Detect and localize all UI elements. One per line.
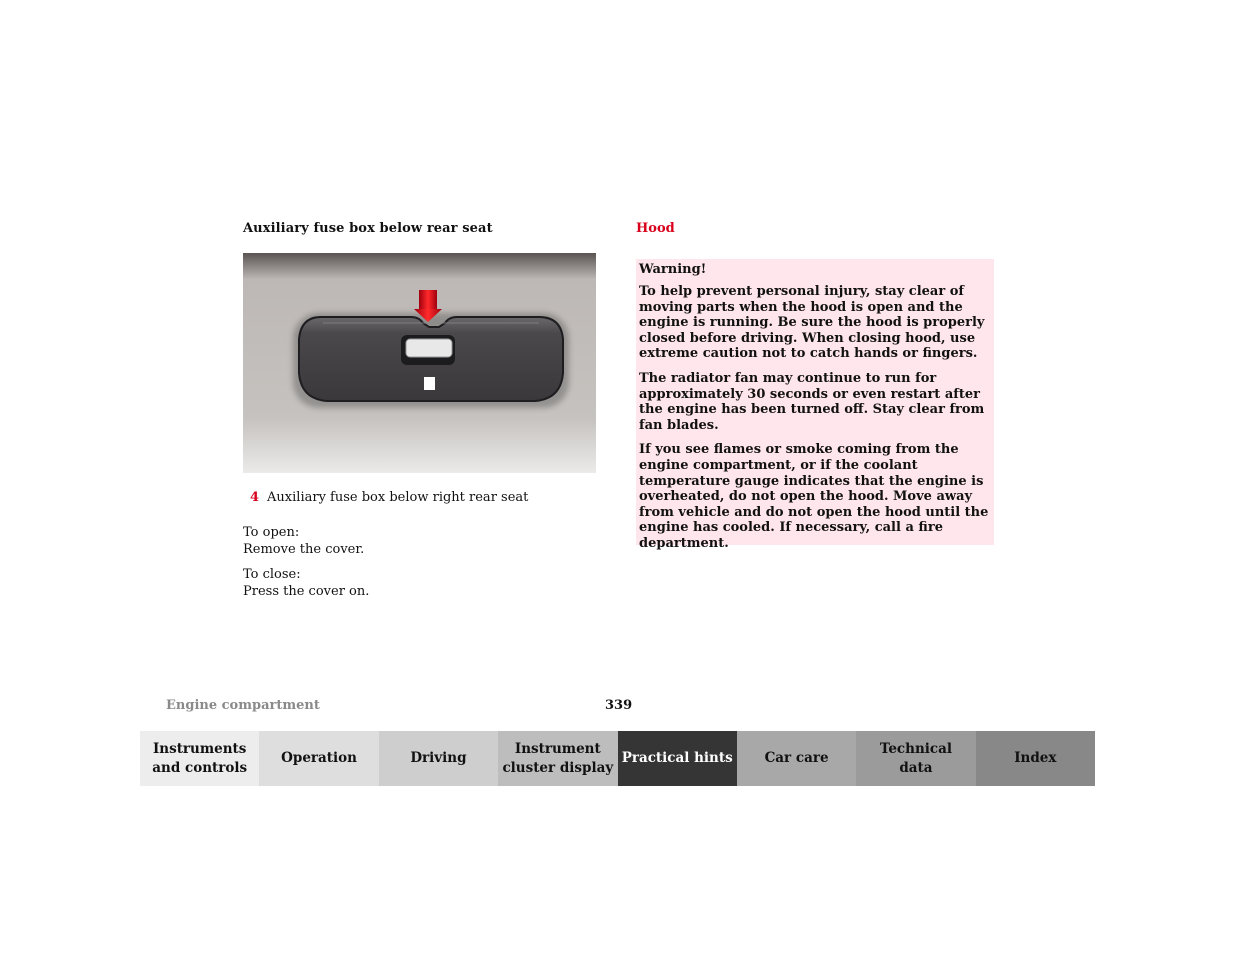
figure-caption <box>250 490 528 505</box>
open-label: To open: <box>243 525 300 540</box>
tab-practical-hints[interactable]: Practical hints <box>618 731 737 786</box>
open-instructions <box>243 524 364 558</box>
close-instructions <box>243 566 369 600</box>
warning-paragraph: If you see flames or smoke coming from the engine compartment, or if the coolant temperature gauge indicates that the engine is overheated, do not open the hood. Move away from vehicle and do not open the hood until the engine has cooled. If necessary, call a fire department. <box>639 442 989 551</box>
tab-index[interactable]: Index <box>976 731 1095 786</box>
warning-title: Warning! <box>639 262 707 277</box>
tab-instrument-cluster-display[interactable]: Instrument cluster display <box>498 731 617 786</box>
chapter-tab-bar <box>140 731 1095 786</box>
tab-operation[interactable]: Operation <box>259 731 378 786</box>
tab-technical-data[interactable]: Technical data <box>856 731 975 786</box>
fuse-box-heading: Auxiliary fuse box below rear seat <box>243 221 493 236</box>
close-label: To close: <box>243 567 301 582</box>
tab-car-care[interactable]: Car care <box>737 731 856 786</box>
warning-paragraph: The radiator fan may continue to run for approximately 30 seconds or even restart after the engine has been turned off. Stay clear from fan blades. <box>639 370 985 433</box>
warning-box <box>636 259 994 551</box>
tab-driving[interactable]: Driving <box>379 731 498 786</box>
fuse-box-illustration <box>243 253 596 473</box>
page-number: 339 <box>605 698 633 713</box>
close-text: Press the cover on. <box>243 584 370 599</box>
caption-number: 4 <box>250 490 260 505</box>
caption-text: Auxiliary fuse box below right rear seat <box>267 490 529 505</box>
hood-heading: Hood <box>636 221 675 236</box>
tab-instruments-and-controls[interactable]: Instruments and controls <box>140 731 259 786</box>
warning-paragraph: To help prevent personal injury, stay clear of moving parts when the hood is open and the engine is running. Be sure the hood is properly closed before driving. When closing hood, use extreme caution not to catch hands or fingers. <box>639 284 985 362</box>
open-text: Remove the cover. <box>243 542 365 557</box>
section-label: Engine compartment <box>166 698 320 713</box>
